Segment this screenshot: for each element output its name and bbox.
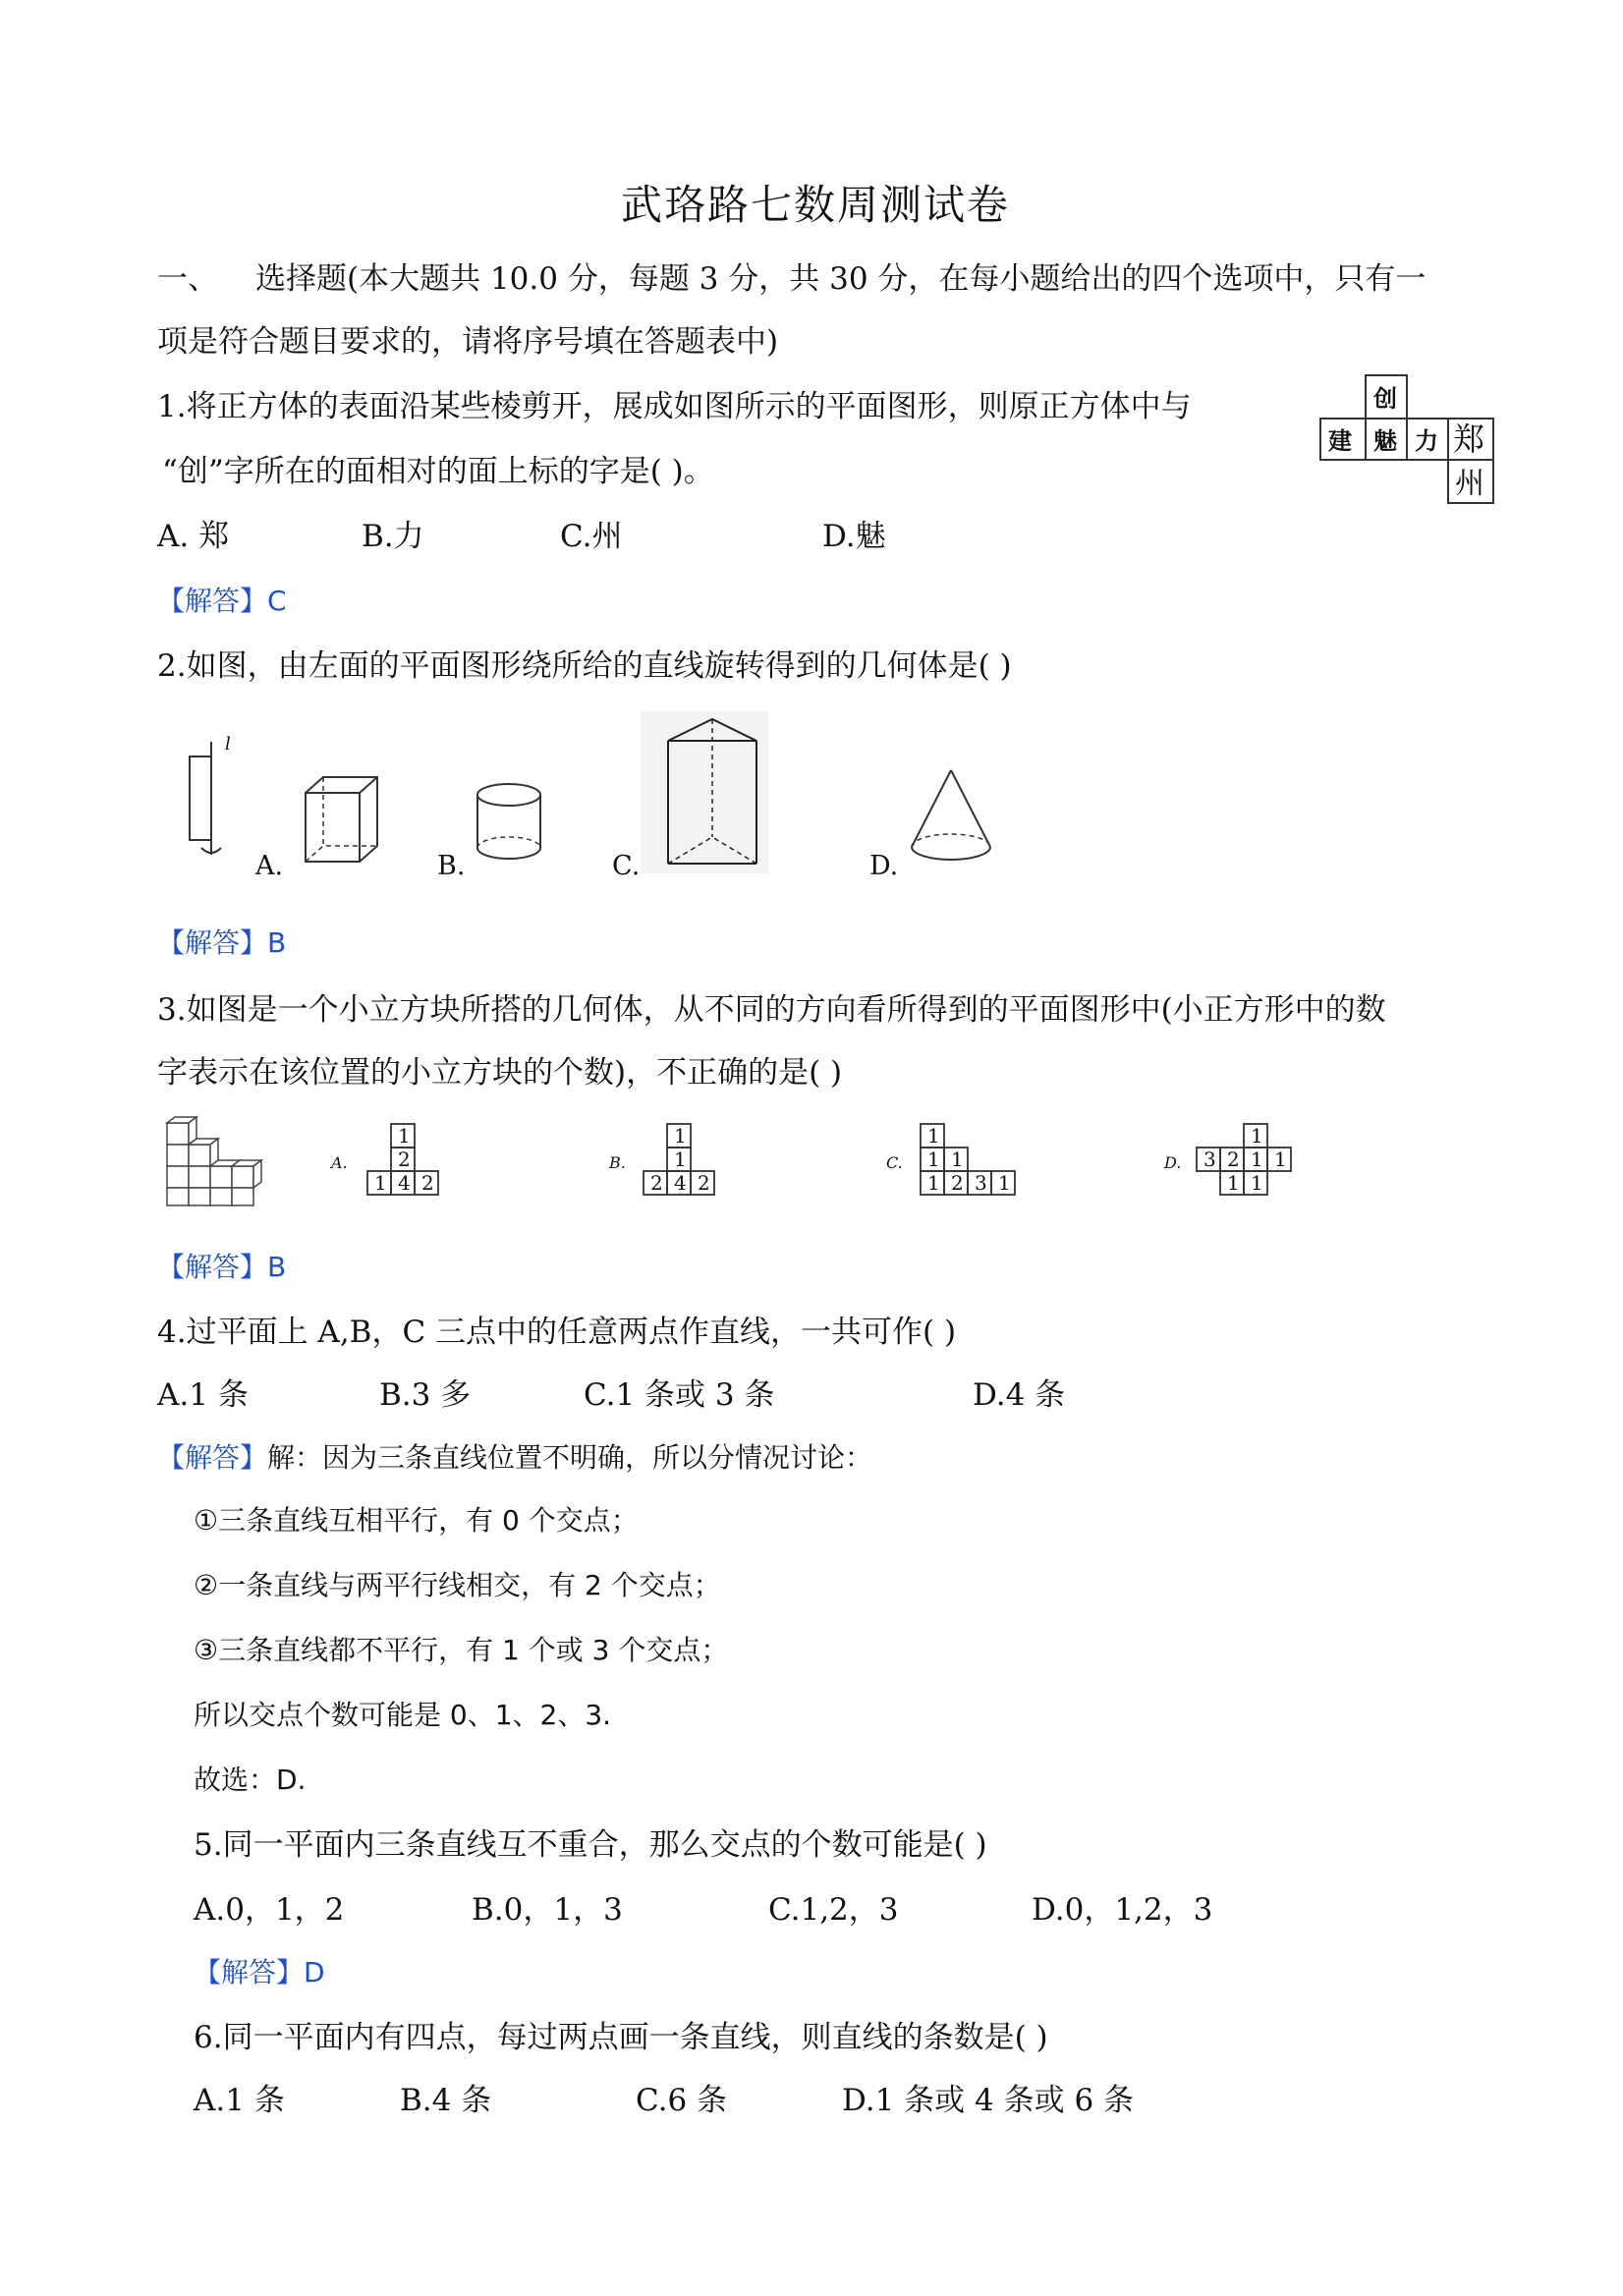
q6-stem: 6.同一平面内有四点，每过两点画一条直线，则直线的条数是( ) — [194, 2020, 1048, 2055]
q1-option-b: B.力 — [362, 519, 424, 554]
q3-option-b-label: B. — [609, 1153, 626, 1172]
grid-cell: 1 — [951, 1148, 964, 1171]
q5-answer: 【解答】D — [194, 1956, 325, 1988]
grid-cell: 1 — [998, 1171, 1011, 1195]
grid-cell: 1 — [1274, 1148, 1287, 1171]
q2-stem: 2.如图，由左面的平面图形绕所给的直线旋转得到的几何体是( ) — [157, 648, 1012, 684]
grid-cell: 1 — [927, 1124, 940, 1148]
q4-option-b: B.3 多 — [379, 1377, 472, 1413]
q3-option-d-label: D. — [1164, 1153, 1182, 1172]
q4-case-2: ②一条直线与两平行线相交，有 2 个交点； — [194, 1569, 721, 1601]
q2-option-b-label: B. — [437, 851, 466, 881]
answer-tag: 【解答】 — [157, 585, 268, 617]
grid-cell: 4 — [674, 1171, 687, 1195]
q1-stem-line1: 1.将正方体的表面沿某些棱剪开，展成如图所示的平面图形，则原正方体中与 — [157, 389, 1192, 424]
q3-option-c-grid — [919, 1122, 1027, 1210]
grid-cell: 1 — [674, 1148, 687, 1171]
q2-option-d-label: D. — [869, 851, 899, 881]
q2-option-d-cone — [902, 766, 1000, 869]
q2-option-c-triangular-prism — [641, 711, 770, 876]
grid-cell: 2 — [650, 1171, 663, 1195]
axis-label: l — [225, 734, 231, 755]
q5-option-c: C.1,2，3 — [768, 1892, 899, 1928]
q2-option-c-label: C. — [612, 851, 641, 881]
q3-option-d-grid — [1195, 1122, 1303, 1210]
grid-cell: 2 — [398, 1148, 411, 1171]
q2-rectangle-axis-figure — [182, 732, 241, 860]
q5-option-b: B.0，1，3 — [472, 1892, 623, 1928]
q3-option-a-grid — [365, 1122, 444, 1210]
grid-cell: 1 — [927, 1171, 940, 1195]
grid-cell: 2 — [1227, 1148, 1240, 1171]
grid-cell: 1 — [1251, 1171, 1263, 1195]
q2-option-a-label: A. — [255, 851, 284, 881]
grid-cell: 1 — [398, 1124, 411, 1148]
q5-option-a: A.0，1，2 — [194, 1892, 345, 1928]
grid-cell: 4 — [398, 1171, 411, 1195]
q2-answer: 【解答】B — [157, 926, 287, 959]
q4-option-c: C.1 条或 3 条 — [584, 1377, 775, 1413]
q3-option-b-grid — [642, 1122, 720, 1210]
net-face-5: 郑 — [1453, 420, 1485, 458]
q4-option-a: A.1 条 — [157, 1377, 249, 1413]
q1-option-d: D.魅 — [822, 519, 886, 554]
q2-option-a-cuboid — [300, 771, 383, 869]
grid-cell: 2 — [421, 1171, 434, 1195]
grid-cell: 3 — [975, 1171, 987, 1195]
q4-case-1: ①三条直线互相平行，有 0 个交点； — [194, 1504, 639, 1537]
q5-option-d: D.0，1,2，3 — [1032, 1892, 1213, 1928]
q6-option-c: C.6 条 — [636, 2083, 728, 2118]
net-face-1: 创 — [1373, 384, 1397, 413]
grid-cell: 1 — [927, 1148, 940, 1171]
net-face-4: 力 — [1415, 426, 1438, 455]
grid-cell: 1 — [374, 1171, 387, 1195]
grid-cell: 1 — [674, 1124, 687, 1148]
q3-stem-line1: 3.如图是一个小立方块所搭的几何体，从不同的方向看所得到的平面图形中(小正方形中的数 — [157, 992, 1386, 1028]
q4-conclusion: 所以交点个数可能是 0、1、2、3. — [194, 1699, 612, 1731]
grid-cell: 3 — [1203, 1148, 1216, 1171]
q3-cube-stack-figure — [155, 1115, 283, 1208]
q4-solution-intro: 【解答】解：因为三条直线位置不明确，所以分情况讨论： — [157, 1441, 873, 1474]
q1-answer: 【解答】C — [157, 585, 287, 617]
section-instructions-line2: 项是符合题目要求的，请将序号填在答题表中) — [157, 324, 779, 360]
q3-option-c-label: C. — [886, 1153, 903, 1172]
grid-cell: 1 — [1251, 1148, 1263, 1171]
net-face-2: 建 — [1328, 426, 1352, 455]
q3-answer: 【解答】B — [157, 1251, 287, 1283]
grid-cell: 1 — [1227, 1171, 1240, 1195]
grid-cell: 1 — [1251, 1124, 1263, 1148]
section-number: 一、 — [157, 261, 218, 297]
q4-choice: 故选：D. — [194, 1764, 307, 1796]
q4-option-d: D.4 条 — [973, 1377, 1066, 1413]
q2-option-b-cylinder — [474, 781, 547, 865]
q4-stem: 4.过平面上 A,B，C 三点中的任意两点作直线，一共可作( ) — [157, 1315, 957, 1350]
q6-option-d: D.1 条或 4 条或 6 条 — [842, 2083, 1135, 2118]
q4-case-3: ③三条直线都不平行，有 1 个或 3 个交点； — [194, 1634, 729, 1666]
grid-cell: 2 — [698, 1171, 710, 1195]
q1-option-a: A. 郑 — [157, 519, 230, 554]
net-face-3: 魅 — [1373, 426, 1397, 455]
q6-option-b: B.4 条 — [400, 2083, 492, 2118]
q1-stem-line2: “创”字所在的面相对的面上标的字是( )。 — [162, 454, 714, 489]
page-title: 武珞路七数周测试卷 — [621, 181, 1011, 229]
net-face-6: 州 — [1455, 467, 1484, 501]
q6-option-a: A.1 条 — [194, 2083, 285, 2118]
q1-option-c: C.州 — [560, 519, 623, 554]
grid-cell: 2 — [951, 1171, 964, 1195]
q1-cube-net-figure — [1316, 373, 1513, 521]
q5-stem: 5.同一平面内三条直线互不重合，那么交点的个数可能是( ) — [194, 1827, 987, 1863]
section-instructions-line1: 选择题(本大题共 10.0 分，每题 3 分，共 30 分，在每小题给出的四个选项中，只有一 — [255, 261, 1427, 297]
q3-stem-line2: 字表示在该位置的小立方块的个数)，不正确的是( ) — [157, 1055, 843, 1091]
q3-option-a-label: A. — [331, 1153, 348, 1172]
